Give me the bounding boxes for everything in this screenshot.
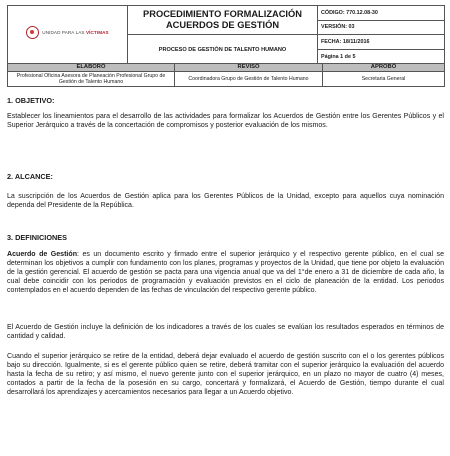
document-title: PROCEDIMIENTO FORMALIZACIÓN ACUERDOS DE GESTIÓN [143,9,302,31]
alcance-heading: 2. ALCANCE: [7,172,53,181]
reviso-value: Coordinadora Grupo de Gestión de Talento Humano [175,72,323,87]
page-number: Página 1 de 5 [321,53,356,60]
definicion-body: : es un documento escrito y firmado entre el superior jerárquico y el respectivo gerente público, en el cual se determinan los objetivos a cumplir con fundamento con los planes, programas y proyectos de la Unidad, que tiene por objeto la evaluación de la gestión gerencial. El acuerdo de gestión se pacta para una vigencia anual que va del 1°de enero a 31 de diciembre de cada año, la cual debe coincidir con los periodos de programación y evaluación previstos en el ciclo de planeación de la entidad. Los periodos contemplados en el acuerdo dependen de las fechas de vinculación del respectivo gerente público. [7,251,444,294]
document-code: CÓDIGO: 770.12.08-30 [318,6,444,21]
seal-icon [26,26,39,39]
objetivo-text: Establecer los lineamientos para el desarrollo de las actividades para formalizar los Acuerdos de Gestión entre los Gerentes Públicos y el Superior Jerárquico a través de la concertación de compromisos y posterior evaluación de los mismos. [7,113,444,129]
code-cell [318,6,445,65]
title-cell [128,6,318,65]
document-header [7,5,445,65]
objetivo-heading: 1. OBJETIVO: [7,96,55,105]
logo-prefix: UNIDAD PARA LAS [42,30,85,35]
alcance-text: La suscripción de los Acuerdos de Gestión aplica para los Gerentes Públicos de la Unidad, excepto para aquellos cuya nominación dependa del Presidente de la República. [7,193,444,209]
approval-table [7,63,445,87]
definiciones-heading: 3. DEFINICIONES [7,233,68,242]
unidad-victimas-logo [26,26,108,39]
definicion-indicadores: El Acuerdo de Gestión incluye la definición de los indicadores a través de los cuales se evalúan los resultados esperados en términos de cantidad y calidad. [7,324,444,340]
aprobo-value: Secretaria General [323,72,445,87]
definicion-acuerdo [7,251,444,296]
logo-cell [8,6,128,65]
document-version: VERSIÓN: 03 [318,21,444,36]
aprobo-header: APROBÓ [323,64,445,72]
logo-highlight: VÍCTIMAS [85,30,109,35]
elaboro-value: Profesional Oficina Asesora de Planeación Profesional Grupo de Gestión de Talento Humano [8,72,175,87]
definicion-retiro: Cuando el superior jerárquico se retire de la entidad, deberá dejar evaluado el acuerdo de gestión suscrito con el o los gerentes públicos bajo su dirección. Igualmente, si es el gerente público quien se retire, deberá tramitar con el superior jerárquico la evaluación del acuerdo hasta la fecha de su retiro; y así mismo, el nuevo gerente junto con el superior jerárquico, en un plazo no mayor de cuatro (4) meses, contados a partir de la fecha de la posesión en su cargo, concertará y formalizará, el Acuerdo de Gestión, tiempo durante el cual desarrollará los aprendizajes y acercamientos necesarios para llegar a un Acuerdo objetivo. [7,353,444,396]
process-name: PROCESO DE GESTIÓN DE TALENTO HUMANO [128,34,317,64]
reviso-header: REVISÓ [175,64,323,72]
document-date: FECHA: 18/11/2016 [318,35,444,50]
definicion-term: Acuerdo de Gestión [7,251,78,258]
elaboro-header: ELABORÓ [8,64,175,72]
